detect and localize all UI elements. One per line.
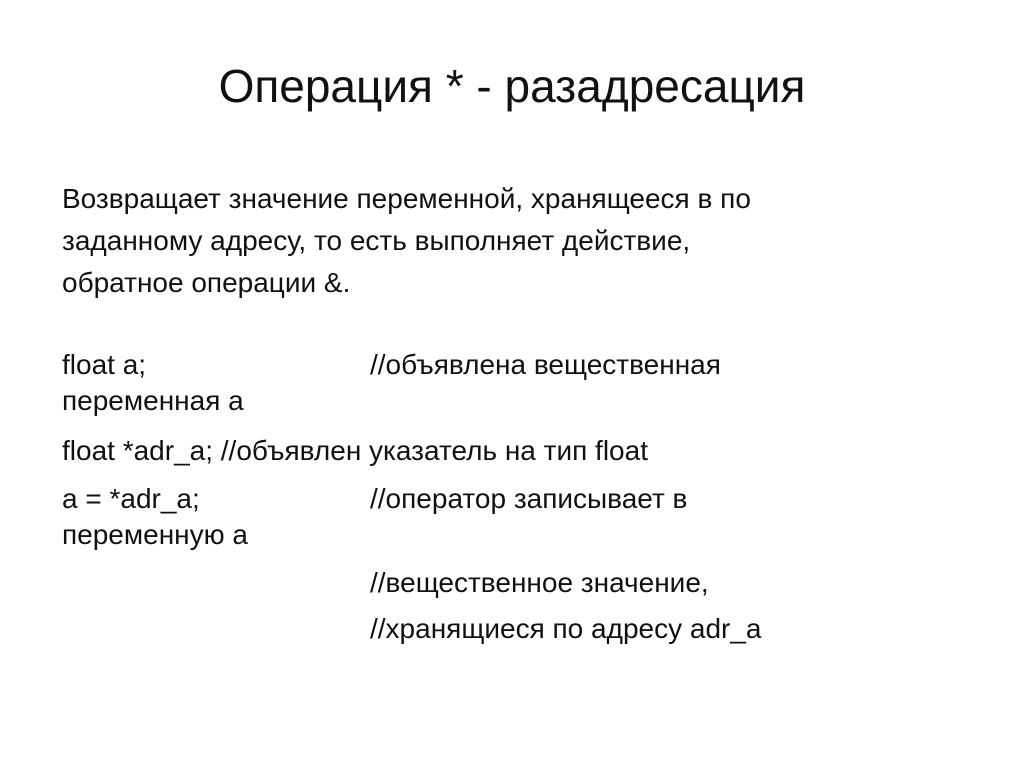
code-comment: //объявлена вещественная xyxy=(370,349,721,380)
description-line: заданному адресу, то есть выполняет действие, xyxy=(62,225,691,256)
code-statement: float a; xyxy=(62,349,147,380)
slide-title: Операция * - разадресация xyxy=(218,60,806,112)
description-paragraph xyxy=(62,178,962,304)
description-line: обратное операции &. xyxy=(62,267,351,298)
code-statement: float *adr_a; //объявлен указатель на тип float xyxy=(62,435,648,466)
code-comment: //оператор записывает в xyxy=(370,483,688,514)
code-comment-wrap: переменную a xyxy=(62,519,248,550)
code-statement: a = *adr_a; xyxy=(62,483,200,514)
code-comment: //хранящиеся по адресу adr_a xyxy=(370,613,762,644)
code-comment-wrap: переменная a xyxy=(62,385,244,416)
description-line: Возвращает значение переменной, хранящееся в по xyxy=(62,183,751,214)
code-comment: //вещественное значение, xyxy=(370,567,709,598)
